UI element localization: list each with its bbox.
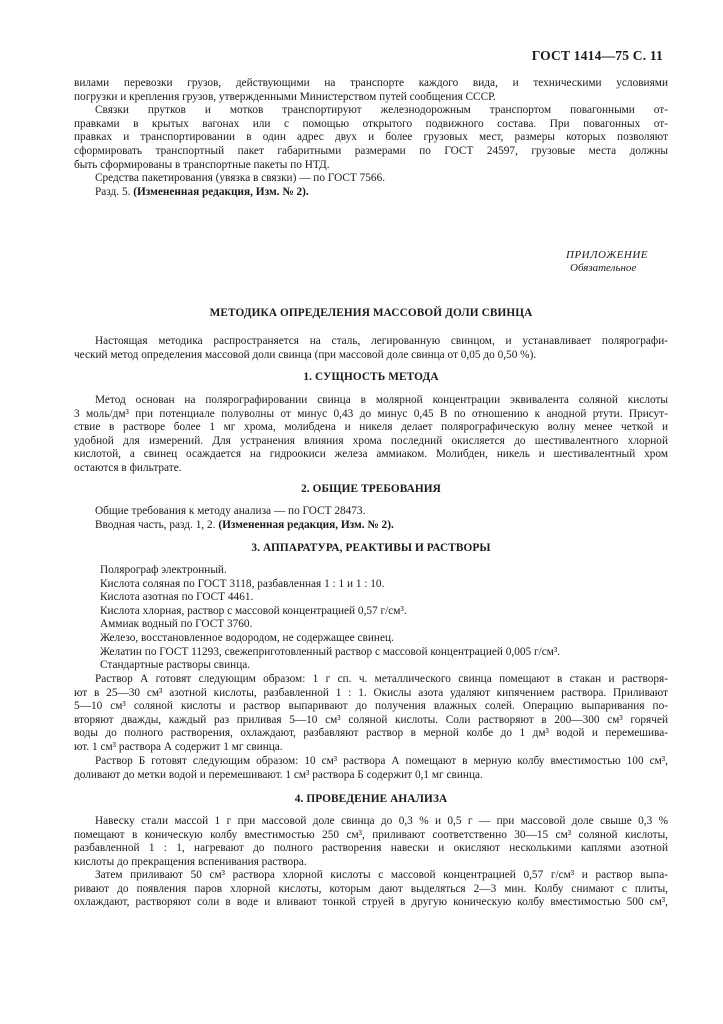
text-line: помещают в коническую колбу вместимостью 250 см³, приливают соответственно 30—15 см³ соляной кислоты, [74, 828, 668, 841]
solution-a-paragraph [74, 673, 668, 755]
appendix-type: Обязательное [570, 262, 637, 274]
text-line: вторяют дважды, каждый раз приливая 5—10 см³ соляной кислоты. Соли растворяют в 200—300 см³ горячей [74, 713, 668, 726]
list-item: Кислота азотная по ГОСТ 4461. [100, 591, 254, 604]
text-line: ческий метод определения массовой доли свинца (при массовой доле свинца от 0,05 до 0,50 %). [74, 348, 537, 361]
text-line: Навеску стали массой 1 г при массовой доле свинца до 0,3 % и 0,5 г — при массовой доле свыше 0,3 % [95, 815, 668, 827]
text-line: доливают до метки водой и перемешивают. 1 см³ раствора Б содержит 0,1 мг свинца. [74, 768, 483, 781]
text-line: Общие требования к методу анализа — по ГОСТ 28473. [95, 505, 366, 517]
intro-block [74, 77, 668, 199]
text-line: Затем приливают 50 см³ раствора хлорной кислоты с массовой концентрацией 0,57 г/см³ и раствор выпа- [95, 869, 668, 881]
text-line: Вводная часть, разд. 1, 2. [95, 518, 219, 531]
reagents-list [100, 564, 668, 673]
section-4-title: 4. ПРОВЕДЕНИЕ АНАЛИЗА [294, 793, 448, 805]
text-line: 5—10 см³ соляной кислоты и раствор выпаривают до получения влажных солей. Операцию выпаривания по- [74, 700, 668, 713]
intro-paragraph-4 [74, 186, 668, 200]
text-line: кислоты до прекращения вспенивания раствора. [74, 855, 307, 868]
text-line: охлаждают, растворяют соли в воде и вливают тонкой струей в другую коническую колбу вместимостью 500 см³, [74, 896, 668, 909]
amendment-note: (Измененная редакция, Изм. № 2). [133, 185, 309, 198]
intro-paragraph-2 [74, 104, 668, 118]
text-line: Раствор Б готовят следующим образом: 10 см³ раствора А помещают в мерную колбу вместимостью 100 см³, [95, 755, 668, 767]
text-line: правках и транспортировании в один адрес двух и более грузовых мест, размеры которых позволяют [74, 131, 668, 144]
text-line: ют в 25—30 см³ азотной кислоты, разбавленной 1 : 1. Окислы азота удаляют кипячением раствора. Приливают [74, 686, 668, 699]
list-item: Полярограф электронный. [100, 564, 227, 576]
solution-b-paragraph [74, 755, 668, 782]
list-item: Кислота хлорная, раствор с массовой концентрацией 0,57 г/см³. [100, 604, 407, 617]
list-item: Кислота соляная по ГОСТ 3118, разбавленная 1 : 1 и 1 : 10. [100, 577, 385, 590]
text-line: Метод основан на полярографировании свинца в молярной концентрации эквивалента соляной кислоты [95, 394, 668, 406]
text-line: погрузки и крепления грузов, утвержденными Министерством путей сообщения СССР. [74, 90, 496, 103]
text-line: Настоящая методика распространяется на сталь, легированную свинцом, и устанавливает полярографи- [95, 335, 668, 347]
text-line: остаются в фильтрате. [74, 461, 182, 474]
list-item: Желатин по ГОСТ 11293, свежеприготовленный раствор с массовой концентрацией 0,005 г/см³. [100, 645, 561, 658]
section-2-title: 2. ОБЩИЕ ТРЕБОВАНИЯ [301, 483, 441, 495]
page-header: ГОСТ 1414—75 С. 11 [531, 48, 663, 63]
intro-paragraph-1 [74, 77, 668, 104]
list-item: Железо, восстановленное водородом, не содержащее свинец. [100, 631, 394, 644]
text-line: воды до полного растворения, охлаждают, разбавляют раствор в мерной колбе до 1 дм³ водой и перемешива- [74, 727, 668, 740]
section-1-title: 1. СУЩНОСТЬ МЕТОДА [303, 371, 439, 383]
text-line: ствие в растворе более 1 мг хрома, молибдена и никеля делает полярографическую волну менее четкой и [74, 421, 668, 434]
section-1-body [74, 394, 668, 476]
intro-paragraph-2-cont [74, 118, 668, 172]
section-2-body [74, 505, 668, 532]
text-line: 3 моль/дм³ при потенциале полуволны от минус 0,43 до минус 0,45 В по отношению к анодной ртути. Присут- [74, 407, 668, 420]
text-line: удобной для измерений. Для устранения влияния хрома последний окисляется до шестивалентного хлорной [74, 434, 668, 447]
text-line: ривают до появления паров хлорной кислоты, которым дают выделяться 2—3 мин. Колбу снимают с плиты, [74, 882, 668, 895]
text-line: разбавленной 1 : 1, нагревают до полного растворения навески и окисляют несколькими каплями азотной [74, 842, 668, 855]
section-3-title: 3. АППАРАТУРА, РЕАКТИВЫ И РАСТВОРЫ [251, 542, 491, 554]
text-line: Средства пакетирования (увязка в связки) — по ГОСТ 7566. [95, 172, 386, 185]
text-line: ют. 1 см³ раствора А содержит 1 мг свинца. [74, 740, 283, 753]
text-line: кислотой, а свинец осаждается на гидроокиси железа аммиаком. Молибден, никель и шестивалентный хром [74, 448, 668, 461]
section-4-paragraph-2 [74, 869, 668, 910]
text-line: правками в крытых вагонах или с помощью открытого подвижного состава. При повагонных от- [74, 117, 668, 130]
list-item: Стандартные растворы свинца. [100, 659, 251, 672]
scope-block [74, 335, 668, 362]
text-line: вилами перевозки грузов, действующими на транспорте каждого вида, и техническими условиями [74, 77, 668, 89]
amendment-note: (Измененная редакция, Изм. № 2). [218, 518, 394, 531]
text-line: быть сформированы в транспортные пакеты по НТД. [74, 158, 330, 171]
intro-paragraph-3 [74, 172, 668, 186]
list-item: Аммиак водный по ГОСТ 3760. [100, 618, 253, 631]
section-4-paragraph-1 [74, 815, 668, 869]
text-line: сформировать транспортный пакет габаритными размерами по ГОСТ 24597, грузовые места должны [74, 144, 668, 157]
text-line: Связки прутков и мотков транспортируют железнодорожным транспортом повагонными от- [95, 104, 668, 117]
appendix-label [566, 249, 648, 275]
section-ref: Разд. 5. [95, 185, 134, 198]
text-line: Раствор А готовят следующим образом: 1 г сп. ч. металлического свинца помещают в стакан и растворя- [95, 673, 668, 685]
appendix-title: ПРИЛОЖЕНИЕ [566, 249, 648, 261]
main-title: МЕТОДИКА ОПРЕДЕЛЕНИЯ МАССОВОЙ ДОЛИ СВИНЦА [209, 307, 533, 319]
